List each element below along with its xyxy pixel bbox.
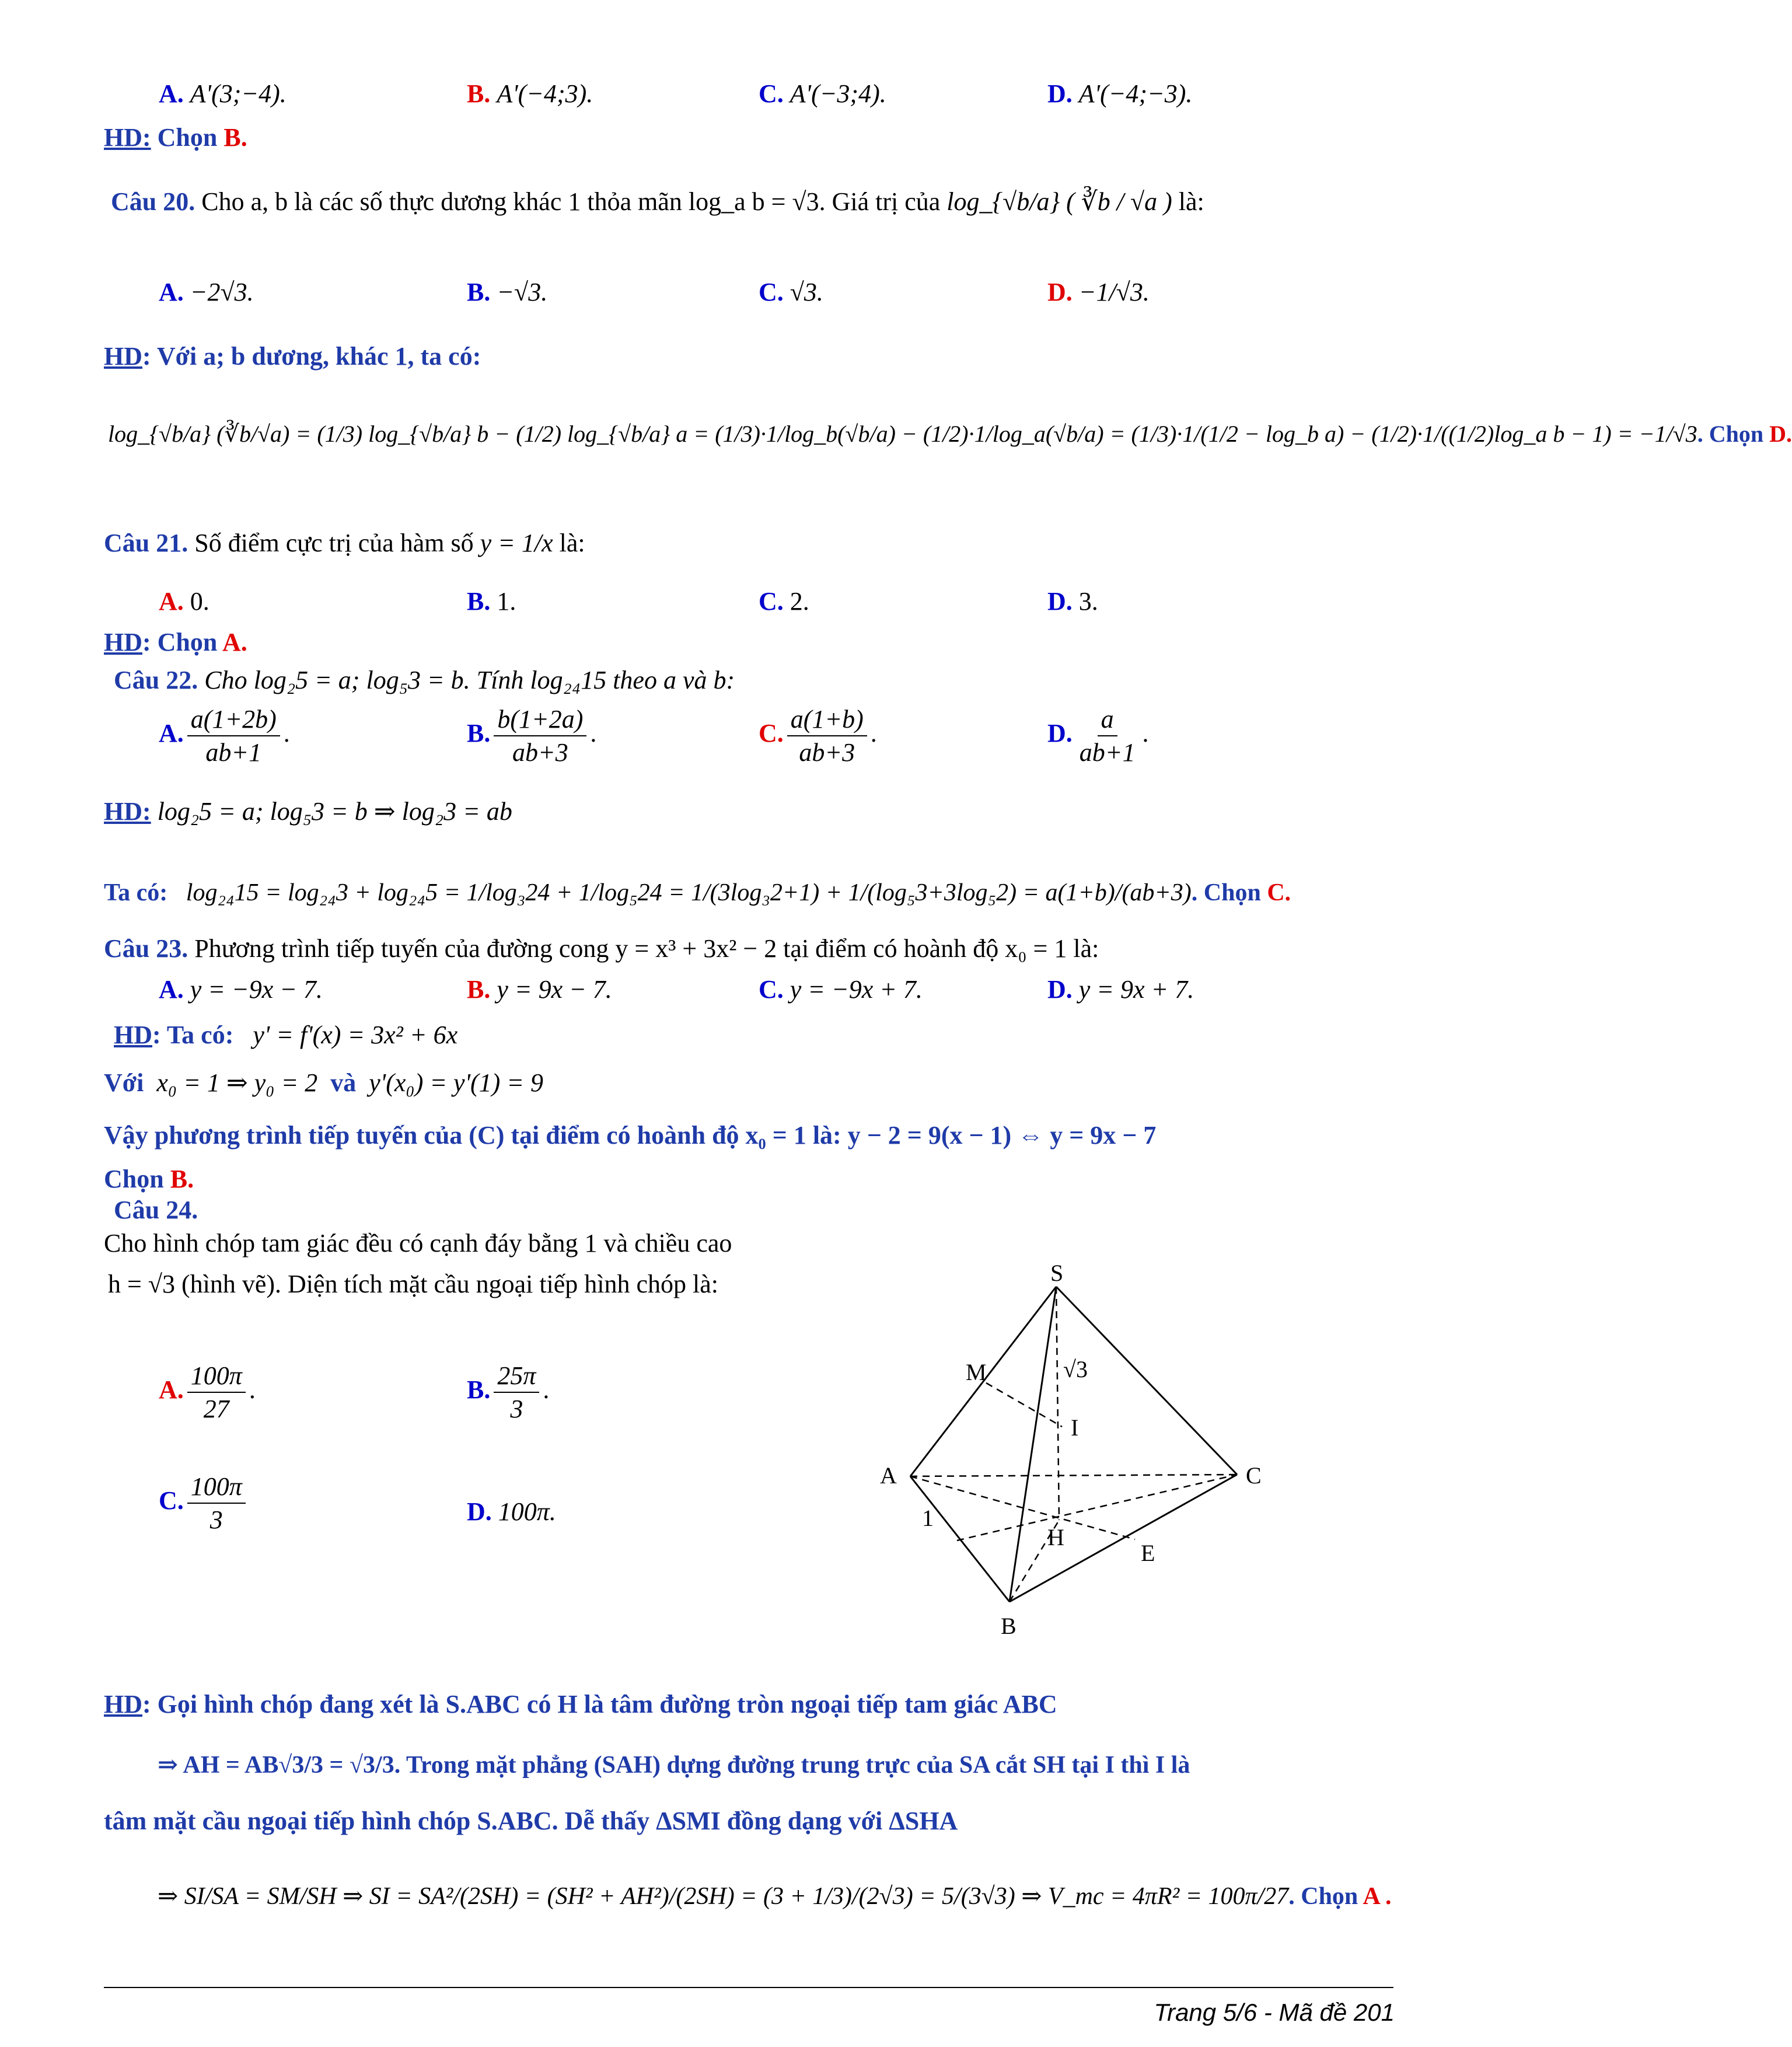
q23-question: Câu 23. Phương trình tiếp tuyến của đường cong y = x³ + 3x² − 2 tại điểm có hoành độ x₀ = 1 là: — [104, 934, 1099, 963]
median-c — [957, 1475, 1237, 1541]
q23-option-b: B. y = 9x − 7. — [467, 975, 612, 1004]
q22-option-b: B. $\frac{b(1+2a)}{ab+3}$ . — [467, 703, 596, 769]
pyramid-figure — [875, 1260, 1284, 1651]
page-footer: Trang 5/6 - Mã đề 201 — [1154, 1999, 1395, 2026]
q21-hint: HD: Chọn A. — [104, 628, 247, 656]
height-sh — [1056, 1287, 1059, 1520]
q24-hint-line3: tâm mặt cầu ngoại tiếp hình chóp S.ABC. Dễ thấy ΔSMI đồng dạng với ΔSHA — [104, 1807, 958, 1835]
q23-line3: Vậy phương trình tiếp tuyến của (C) tại điểm có hoành độ x₀ = 1 là: y − 2 = 9(x − 1) ⇔ y = 9x − 7 — [104, 1121, 1157, 1150]
q19-option-d: D. A'(−4;−3). — [1047, 79, 1193, 108]
q20-option-b: B. −√3. — [467, 278, 548, 306]
q21-option-b: B. 1. — [467, 587, 516, 616]
q24-option-c: C. $\frac{100\pi}{3}$ — [159, 1470, 249, 1536]
q22-question: Câu 22. Cho log₂5 = a; log₅3 = b. Tính log₂₄15 theo a và b: — [114, 666, 735, 694]
label-m: M — [966, 1359, 987, 1385]
label-i: I — [1071, 1414, 1079, 1441]
median-ae — [910, 1476, 1135, 1539]
q21-option-c: C. 2. — [759, 587, 809, 616]
q22-solution: Ta có: log₂₄15 = log₂₄3 + log₂₄5 = 1/log₃24 + 1/log₅24 = 1/(3log₃2+1) + 1/(log₅3+3log₅2) = a(1+b)/(ab+3). Chọn C. — [104, 879, 1291, 906]
label-h: H — [1047, 1524, 1064, 1550]
q22-option-c: C. $\frac{a(1+b)}{ab+3}$ . — [759, 703, 877, 769]
q21-question: Câu 21. Số điểm cực trị của hàm số y = 1/x là: — [104, 529, 585, 557]
label-c: C — [1246, 1462, 1262, 1489]
q20-option-a: A. −2√3. — [159, 278, 254, 306]
q19-option-c: C. A'(−3;4). — [759, 79, 886, 108]
q22-hint: HD: log₂5 = a; log₅3 = b ⇒ log₂3 = ab — [104, 797, 512, 826]
q24-hint-line4: ⇒ SI/SA = SM/SH ⇒ SI = SA²/(2SH) = (SH² + AH²)/(2SH) = (3 + 1/3)/(2√3) = 5/(3√3) ⇒ V_mc = 4πR² = 100π/27. Chọn A . — [158, 1883, 1392, 1910]
label-a: A — [880, 1462, 897, 1489]
footer-divider — [104, 1987, 1393, 1988]
q19-hint: HD: Chọn B. — [104, 123, 247, 152]
q20-question: Câu 20. Cho a, b là các số thực dương khác 1 thỏa mãn log_a b = √3. Giá trị của log_{√b/a} ( ∛b / √a ) là: — [111, 187, 1204, 216]
edge-ab — [910, 1476, 1009, 1602]
q23-option-d: D. y = 9x + 7. — [1047, 975, 1194, 1004]
q23-choose: Chọn B. — [104, 1165, 194, 1193]
q23-hint: HD: Ta có: y' = f'(x) = 3x² + 6x — [114, 1021, 458, 1049]
q21-option-d: D. 3. — [1047, 587, 1098, 616]
q20-hint-heading: HD: Với a; b dương, khác 1, ta có: — [104, 342, 481, 371]
q24-prompt-line2: h = √3 (hình vẽ). Diện tích mặt cầu ngoại tiếp hình chóp là: — [108, 1270, 719, 1298]
q24-prompt-line1: Cho hình chóp tam giác đều có cạnh đáy bằng 1 và chiều cao — [104, 1229, 732, 1257]
q24-option-b: B. $\frac{25\pi}{3}$ . — [467, 1360, 549, 1425]
q21-option-a: A. 0. — [159, 587, 209, 616]
q20-expression: log_{√b/a} ( ∛b / √a ) — [946, 187, 1172, 216]
q24-title: Câu 24. — [114, 1196, 198, 1224]
q22-option-a: A. $\frac{a(1+2b)}{ab+1}$ . — [159, 703, 290, 769]
edge-bc — [1009, 1475, 1237, 1602]
bisector-mi — [986, 1383, 1062, 1427]
q24-hint-line2: ⇒ AH = AB√3/3 = √3/3. Trong mặt phẳng (SAH) dựng đường trung trực của SA cắt SH tại I thì I là — [158, 1752, 1190, 1779]
edge-ac — [910, 1475, 1237, 1476]
label-sqrt3: √3 — [1063, 1356, 1088, 1382]
q23-option-c: C. y = −9x + 7. — [759, 975, 923, 1004]
q19-option-a: A. A'(3;−4). — [159, 79, 287, 108]
q20-option-c: C. √3. — [759, 278, 823, 306]
q22-option-d: D. $\frac{a}{ab+1}$ . — [1047, 703, 1148, 769]
q23-line2: Với x₀ = 1 ⇒ y₀ = 2 và y'(x₀) = y'(1) = 9 — [104, 1068, 543, 1097]
q19-option-b: B. A'(−4;3). — [467, 79, 593, 108]
q23-option-a: A. y = −9x − 7. — [159, 975, 323, 1004]
label-one: 1 — [922, 1505, 934, 1531]
q24-option-a: A. $\frac{100\pi}{27}$ . — [159, 1360, 256, 1425]
q20-solution: log_{√b/a} (∛b/√a) = (1/3) log_{√b/a} b − (1/2) log_{√b/a} a = (1/3)·1/log_b(√b/a) − (1/2)·1/log_a(√b/a) = (1/3)·1/(1/2 − log_b a) − (1/2)·1/((1/2)log_a b − 1) = −1/√3. Chọn D. — [108, 421, 1792, 447]
label-e: E — [1141, 1540, 1155, 1566]
edge-sb — [1009, 1287, 1056, 1602]
q20-option-d: D. −1/√3. — [1047, 278, 1150, 306]
label-b: B — [1001, 1613, 1016, 1639]
label-s: S — [1050, 1260, 1064, 1286]
q24-option-d: D. 100π. — [467, 1497, 556, 1526]
q24-hint-line1: HD: Gọi hình chóp đang xét là S.ABC có H là tâm đường tròn ngoại tiếp tam giác ABC — [104, 1690, 1057, 1718]
